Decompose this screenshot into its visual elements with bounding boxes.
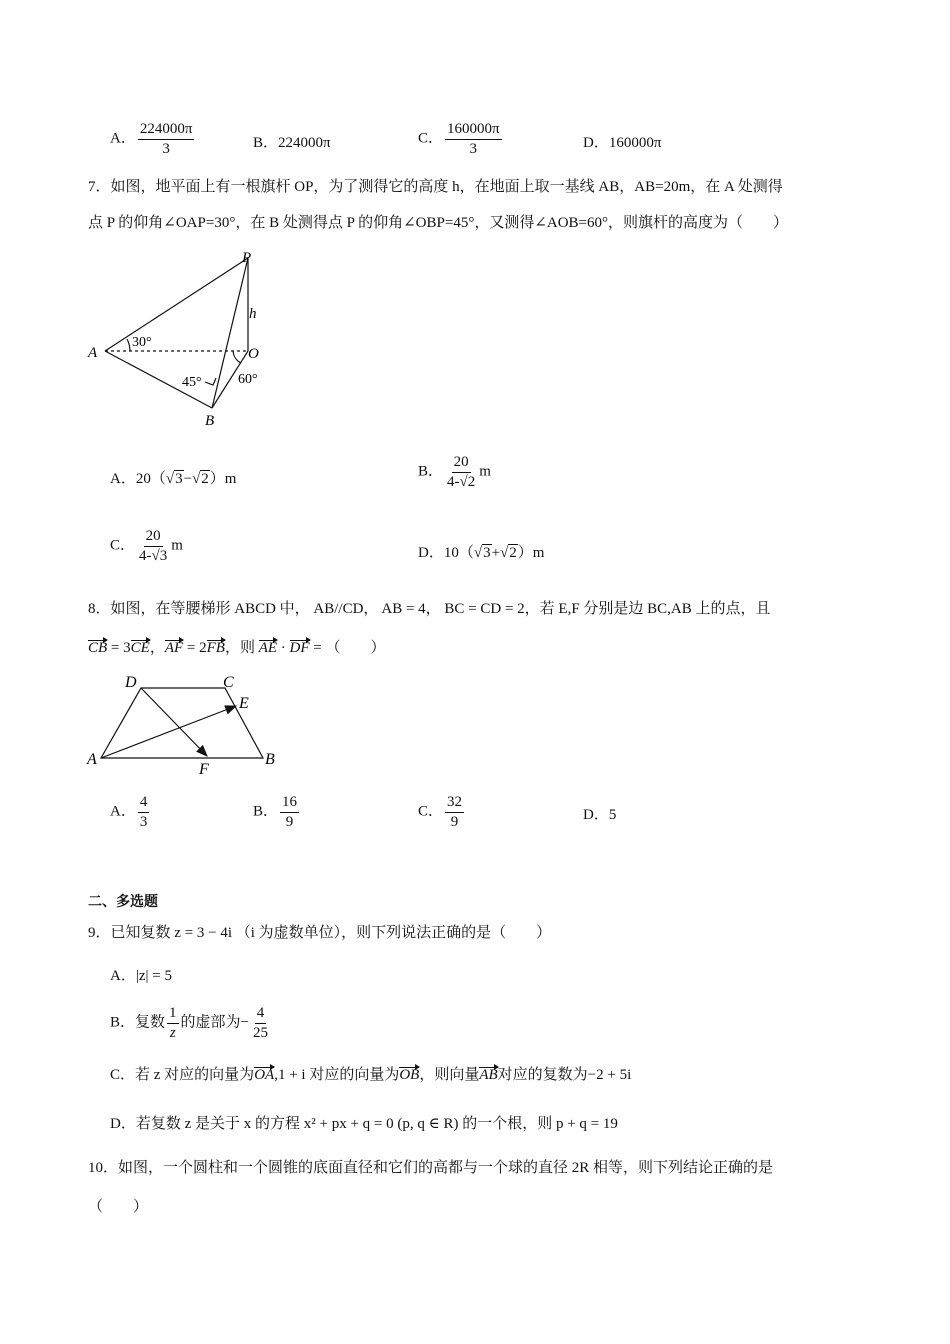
q9-option-a: A．|z| = 5 [110,968,172,984]
label-angle-o: 60° [238,372,258,387]
q7-option-d: D．10（√3+√2）m [418,545,545,561]
vector-ae-line [101,706,236,758]
fraction: $\frac{16}{9}$ [282,794,298,830]
fraction: $\frac{4}{25}$ [253,1005,268,1041]
label-o: O [248,346,259,362]
q8-stem-line1: 8．如图，在等腰梯形 ABCD 中， AB//CD， AB = 4， BC = CD = 2，若 E,F 分别是边 BC,AB 上的点，且 [88,601,771,617]
q6-option-a: A． $\frac{224000\pi}{3}$ [110,121,193,157]
fraction: $\frac{224000\pi}{3}$ [139,121,193,157]
vector-ae: AE [258,640,278,656]
vector-fb: FB [206,640,225,656]
section-title: 二、多选题 [88,894,158,910]
vector-ob: OB [399,1067,420,1083]
label-b: B [205,413,215,429]
q7-stem-line1: 7．如图，地平面上有一根旗杆 OP，为了测得它的高度 h，在地面上取一基线 AB，AB=20m，在 A 处测得 [88,179,783,195]
q7-stem-line2: 点 P 的仰角∠OAP=30°，在 B 处测得点 P 的仰角∠OBP=45°，又测得∠AOB=60°，则旗杆的高度为（ ） [88,215,789,231]
vector-ab: AB [479,1067,498,1083]
q9-option-b: B．复数 $\frac{1}{z}$ 的虚部为− $\frac{4}{25}$ [110,1005,268,1041]
q8-option-c: C． $\frac{32}{9}$ [418,794,463,830]
vector-ce: CE [130,640,150,656]
label-a: A [88,345,98,361]
q9-stem: 9．已知复数 z = 3 − 4i （i 为虚数单位），则下列说法正确的是（ ） [88,925,552,941]
q9-option-c: C．若 z 对应的向量为OA,1 + i 对应的向量为OB，则向量AB对应的复数为−2 + 5i [110,1067,632,1083]
label-b: B [265,751,275,768]
q8-option-d: D．5 [583,807,617,823]
label-a: A [87,751,97,768]
label-e: E [239,695,249,712]
q7-option-b: B． $\frac{20}{4-√2}$ m [418,454,491,490]
label-angle-a: 30° [132,335,152,350]
fraction: $\frac{4}{3}$ [139,794,148,830]
label-angle-b: 45° [182,375,202,390]
q6-option-b: B．224000π [253,135,331,151]
q6-option-d: D．160000π [583,135,662,151]
q10-stem-line2: （ ） [88,1199,149,1215]
fraction: $\frac{20}{4-√3}$ [139,528,168,564]
q9-option-d: D．若复数 z 是关于 x 的方程 x² + px + q = 0 (p, q ∈ R) 的一个根，则 p + q = 19 [110,1116,618,1132]
edge-ap [105,258,248,351]
q6-option-c: C． $\frac{160000\pi}{3}$ [418,121,500,157]
label-f: F [199,761,209,778]
fraction: $\frac{32}{9}$ [447,794,463,830]
fraction: $\frac{20}{4-√2}$ [447,454,476,490]
q8-option-a: A． $\frac{4}{3}$ [110,794,148,830]
angle-mark-b [205,378,216,385]
label-c: C [223,674,234,691]
label-p: P [242,250,252,266]
fraction: $\frac{160000\pi}{3}$ [447,121,500,157]
vector-df: DF [289,640,310,656]
q7-option-c: C． $\frac{20}{4-√3}$ m [110,528,183,564]
vector-oa: OA [254,1067,275,1083]
label-h: h [249,306,257,322]
angle-arc-a [127,339,130,351]
fraction: $\frac{1}{z}$ [169,1005,177,1041]
q7-option-a: A．20（√3−√2）m [110,471,237,487]
vector-af: AF [164,640,184,656]
q8-stem-line2: CB = 3CE，AF = 2FB，则 AE · DF = （ ） [88,640,386,656]
vector-df-line [141,688,207,756]
angle-arc-o [233,351,241,363]
q8-figure [85,670,285,780]
q8-option-b: B． $\frac{16}{9}$ [253,794,298,830]
label-d: D [125,674,137,691]
vector-cb: CB [88,640,108,656]
q7-figure [85,245,285,435]
q10-stem-line1: 10．如图，一个圆柱和一个圆锥的底面直径和它们的高都与一个球的直径 2R 相等，则下列结论正确的是 [88,1160,774,1176]
